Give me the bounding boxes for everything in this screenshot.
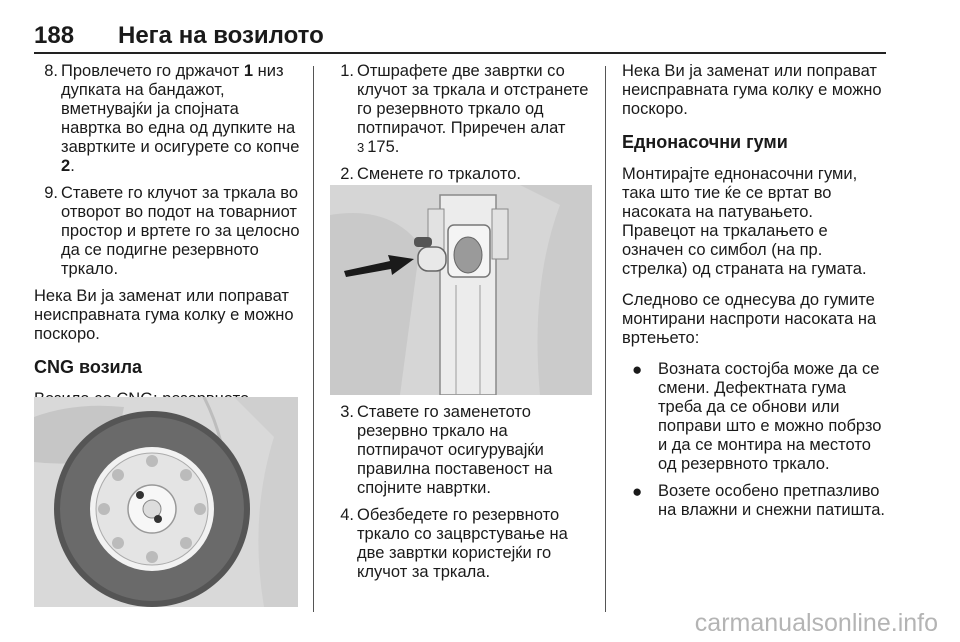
paragraph: Нека Ви ја заменат или поправат неисправната гума колку е можно поскоро. — [34, 287, 294, 343]
step-8 — [34, 62, 300, 176]
bullet-icon: ● — [632, 360, 643, 379]
step-2 — [330, 165, 596, 184]
wheel-carrier-illustration — [330, 185, 592, 395]
page-number: 188 — [34, 22, 75, 49]
paragraph: Следново се однесува до гумите монтирани наспроти насоката на вртењето: — [622, 291, 877, 347]
section-heading: CNG возила — [34, 357, 143, 377]
step-text: Ставете го заменетото резервно тркало на потпирачот осигурувајќи правилна поставеност на спојните навртки. — [357, 403, 553, 497]
chapter-title: Нега на возилото — [118, 22, 324, 49]
bullet-text: Возната состојба може да се смени. Дефектната гума треба да се обнови или поправи што е можно побрзо и да се монтира на местото од резервното тркало. — [658, 360, 882, 473]
column-3 — [622, 62, 888, 528]
page-reference[interactable]: 175. — [367, 138, 400, 156]
callout-number: 2 — [61, 157, 71, 175]
step-text: Сменете го тркалото. — [357, 165, 521, 183]
step-number: 8. — [44, 62, 58, 80]
paragraph: Нека Ви ја заменат или поправат неисправната гума колку е можно поскоро. — [622, 62, 882, 118]
step-1 — [330, 62, 596, 157]
column-2-lower — [330, 403, 596, 590]
step-text: Обезбедете го резервното тркало со зацврстување на две завртки користејќи го клучот за тркала. — [357, 506, 568, 581]
callout-number: 1 — [243, 62, 254, 80]
column-2 — [330, 62, 596, 192]
step-text: Ставете го клучот за тркала во отворот во подот на товарниот простор и вртете го за целосно да се подигне резервното тркало. — [61, 184, 300, 278]
paragraph: Монтирајте еднонасочни гуми, така што тие ќе се вртат во насоката на патувањето. Правецот на тркалањето е означен со симбол (на пр. стрелка) од страната на гумата. — [622, 165, 867, 278]
step-number: 3. — [340, 403, 354, 421]
column-divider-1 — [313, 66, 314, 612]
watermark: carmanualsonline.info — [694, 609, 938, 637]
bullet-text: Возете особено претпазливо на влажни и снежни патишта. — [658, 482, 886, 519]
step-9 — [34, 184, 300, 279]
bullet-item — [622, 360, 888, 474]
step-4 — [330, 506, 596, 582]
column-divider-2 — [605, 66, 606, 612]
spare-wheel-illustration — [34, 397, 298, 607]
step-number: 1. — [340, 62, 354, 80]
step-text: низ дупката на бандажот, вметнувајќи ја спојната навртка во една од дупките на завртките и осигурете со копче — [61, 62, 300, 156]
bullet-icon: ● — [632, 482, 643, 501]
page-header — [34, 22, 886, 52]
step-3 — [330, 403, 596, 498]
step-number: 2. — [340, 165, 354, 183]
wheel-carrier-icon — [330, 185, 592, 395]
step-text: Провлечето го држачот — [61, 62, 244, 80]
step-text: Отшрафете две завртки со клучот за тркала и отстранете го резервното тркало од потпирачот. Приречен алат — [357, 62, 589, 137]
step-text: . — [70, 157, 75, 175]
page-reference-icon: 3 — [357, 140, 365, 155]
spare-wheel-icon — [34, 397, 298, 607]
bullet-item — [622, 482, 888, 520]
step-number: 9. — [44, 184, 58, 202]
step-number: 4. — [340, 506, 354, 524]
section-heading: Еднонасочни гуми — [622, 132, 788, 152]
header-divider — [34, 52, 886, 54]
